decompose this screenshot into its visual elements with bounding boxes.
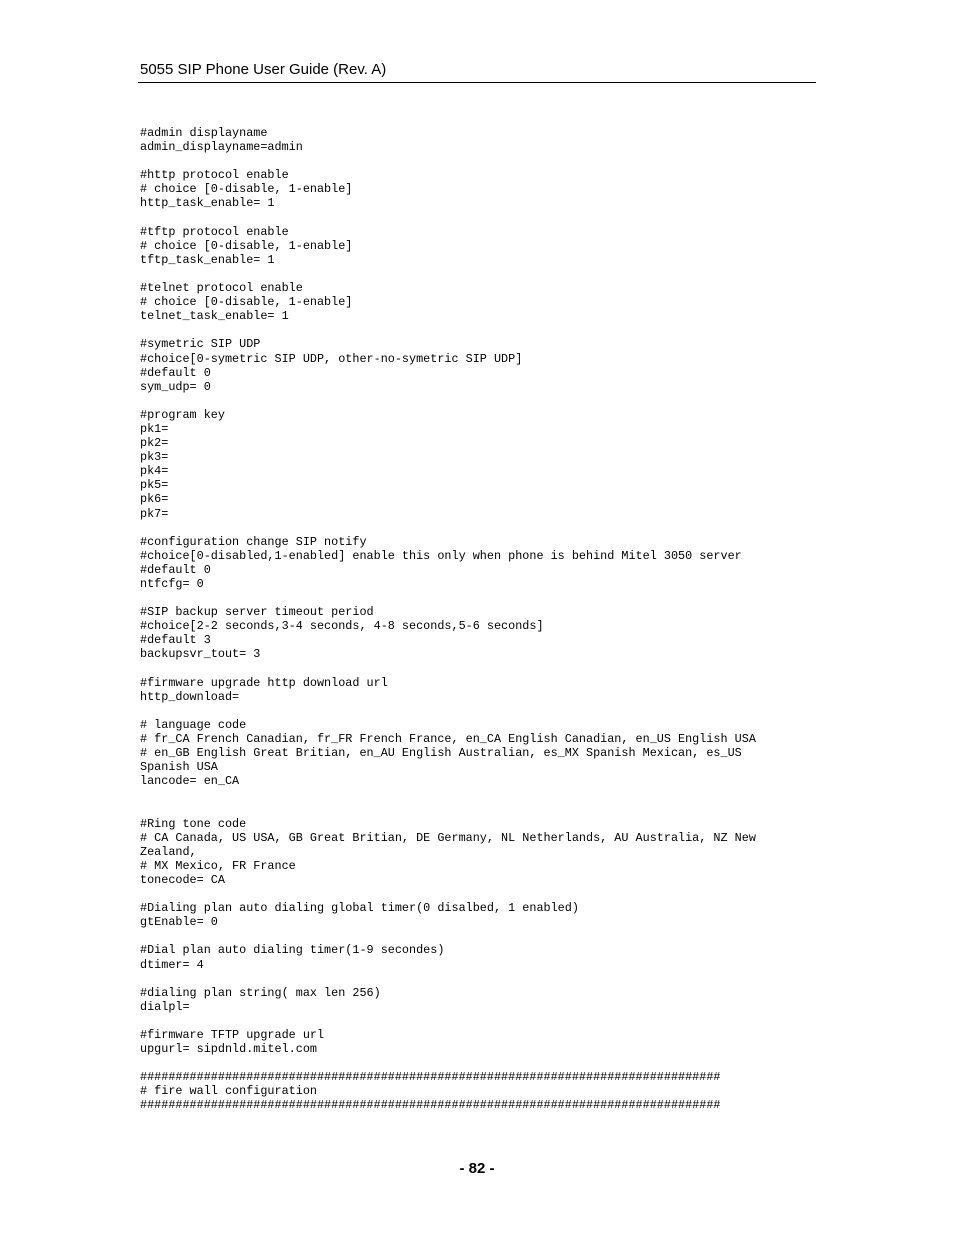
blank-line [140,1014,820,1028]
config-line: #default 3 [140,633,211,648]
blank-line [140,591,820,605]
config-line: pk7= [140,506,169,521]
config-line: # language code [140,717,247,732]
blank-line [140,803,820,817]
blank-line [140,972,820,986]
config-line: pk3= [140,450,169,465]
blank-line [140,662,820,676]
config-line: #default 0 [140,562,211,577]
blank-line [140,788,820,802]
blank-line [140,323,820,337]
config-line: #Dialing plan auto dialing global timer(0 disalbed, 1 enabled) [140,901,579,916]
config-line: gtEnable= 0 [140,915,218,930]
blank-line [140,394,820,408]
document-header-title: 5055 SIP Phone User Guide (Rev. A) [140,61,387,78]
blank-line [140,521,820,535]
blank-line [140,1056,820,1070]
config-line: #firmware TFTP upgrade url [140,1028,325,1042]
config-line: #dialing plan string( max len 256) [140,985,381,1000]
config-line: # MX Mexico, FR France [140,858,296,873]
config-line: # fire wall configuration [140,1084,317,1099]
config-line: #http protocol enable [140,168,289,183]
config-line: Zealand, [140,844,197,859]
config-line: #default 0 [140,365,211,380]
config-line: # choice [0-disable, 1-enable] [140,238,353,253]
config-line: ################################################################################## [140,1070,721,1085]
config-listing [140,126,820,1113]
config-line: #telnet protocol enable [140,281,303,296]
config-line: sym_udp= 0 [140,379,211,394]
config-line: #configuration change SIP notify [140,534,367,549]
config-line: #tftp protocol enable [140,224,289,239]
config-line: #choice[0-disabled,1-enabled] enable this only when phone is behind Mitel 3050 server [140,548,742,563]
config-line: #SIP backup server timeout period [140,605,374,620]
config-line: pk6= [140,492,169,507]
page-number: - 82 - [459,1160,495,1177]
config-line: pk1= [140,421,169,436]
config-line: #choice[0-symetric SIP UDP, other-no-symetric SIP UDP] [140,351,523,366]
config-line: #firmware upgrade http download url [140,675,388,690]
config-line: dialpl= [140,999,190,1014]
config-line: pk4= [140,464,169,479]
config-line: backupsvr_tout= 3 [140,647,261,662]
config-line: http_download= [140,689,240,704]
config-line: telnet_task_enable= 1 [140,309,289,324]
header-divider [138,82,816,83]
config-line: pk2= [140,436,169,451]
config-line: #admin displayname [140,126,268,140]
blank-line [140,267,820,281]
config-line: # choice [0-disable, 1-enable] [140,295,353,310]
config-line: #Dial plan auto dialing timer(1-9 secondes) [140,943,445,958]
config-line: # en_GB English Great Britian, en_AU English Australian, es_MX Spanish Mexican, es_US [140,746,742,761]
config-line: #symetric SIP UDP [140,337,261,352]
config-line: dtimer= 4 [140,957,204,972]
config-line: tftp_task_enable= 1 [140,252,275,267]
config-line: admin_displayname=admin [140,140,303,155]
config-line: # fr_CA French Canadian, fr_FR French France, en_CA English Canadian, en_US English USA [140,732,756,747]
config-line: Spanish USA [140,760,218,775]
config-line: ntfcfg= 0 [140,577,204,591]
config-line: ################################################################################## [140,1098,721,1113]
blank-line [140,887,820,901]
config-line: tonecode= CA [140,872,225,887]
blank-line [140,704,820,718]
config-line: lancode= en_CA [140,774,240,789]
config-line: upgurl= sipdnld.mitel.com [140,1042,317,1057]
blank-line [140,211,820,225]
config-line: #Ring tone code [140,816,247,831]
config-line: # CA Canada, US USA, GB Great Britian, DE Germany, NL Netherlands, AU Australia, NZ New [140,830,756,845]
blank-line [140,154,820,168]
config-line: #program key [140,407,225,422]
config-line: http_task_enable= 1 [140,196,275,211]
config-line: # choice [0-disable, 1-enable] [140,182,353,197]
config-line: pk5= [140,478,169,493]
blank-line [140,929,820,943]
config-line: #choice[2-2 seconds,3-4 seconds, 4-8 seconds,5-6 seconds] [140,619,544,634]
